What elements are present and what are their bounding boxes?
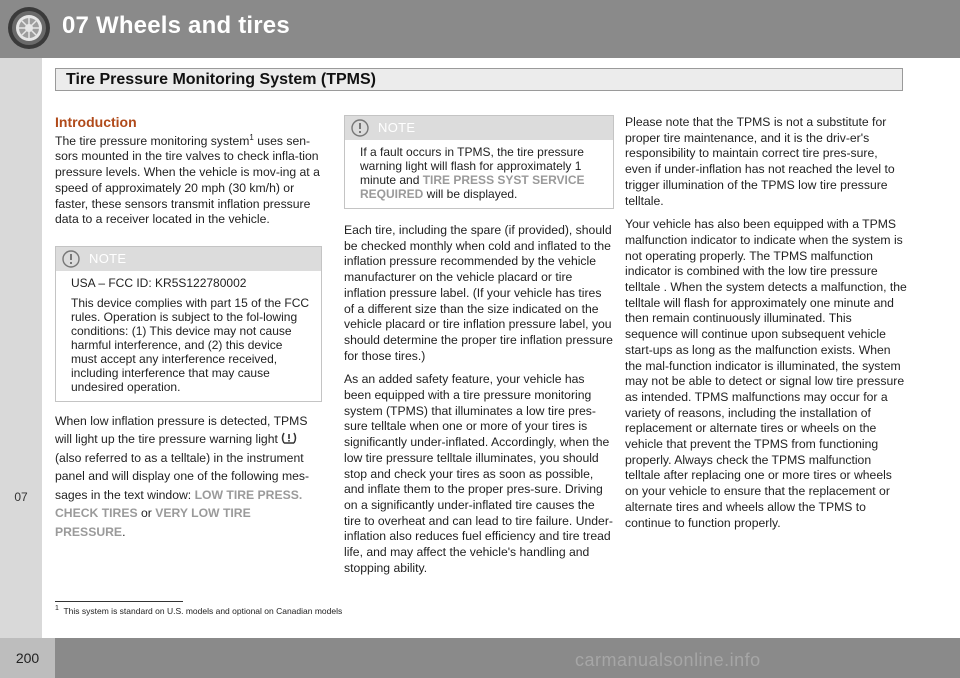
note-label: NOTE	[378, 120, 416, 135]
fcc-note-box	[55, 246, 322, 402]
fcc-compliance-text: This device complies with part 15 of the FCC rules. Operation is subject to the fol-lowing conditions: (1) This device may not cause harmful interference, and (2) this device must accept any interference received, including interference that may cause undesired operation.	[71, 295, 310, 394]
note-header	[345, 116, 613, 140]
column-1	[55, 115, 322, 549]
chapter-title: 07 Wheels and tires	[62, 12, 290, 39]
page-footer	[0, 638, 960, 678]
fault-note-box	[344, 115, 614, 209]
footnote-divider	[55, 601, 183, 602]
side-tab-chapter-number: 07	[14, 490, 28, 504]
column-2	[344, 115, 614, 584]
tire-pressure-warning-icon	[281, 431, 297, 445]
maintenance-paragraph: Please note that the TPMS is not a substitute for proper tire maintenance, and it is the driv-er's responsibility to maintain correct tire pres-sure, even if under-inflation has not reached the level to trigger illumination of the TPMS low tire pressure telltale.	[625, 115, 895, 208]
column-3	[625, 115, 907, 539]
page-number: 200	[15, 650, 40, 666]
footnote-ref: 1	[249, 132, 254, 142]
footnote: $^1$ This system is standard on U.S. models and optional on Canadian models	[55, 605, 343, 616]
section-header	[55, 68, 903, 91]
note-header	[56, 247, 321, 271]
safety-feature-paragraph: As an added safety feature, your vehicle has been equipped with a tire pressure monitoring system (TPMS) that illuminates a low tire pres-sure telltale when one or more of your tires is significantly under-inflated. Accordingly, when the low tire pressure telltale illuminates, you should stop and check your tires as soon as possible, and inflate them to the proper pres-sure. Driving on a significantly under-inflated tire causes the tire to overheat and can lead to tire failure. Under-inflation also reduces fuel efficiency and tire tread life, and may affect the vehicle's handling and stopping ability.	[344, 372, 613, 575]
note-body	[56, 271, 321, 401]
fault-note-text: If a fault occurs in TPMS, the tire pressure warning light will flash for approximately 1 minute and TIRE PRESS SYST SERVICE REQUIRED will be displayed.	[360, 145, 585, 201]
info-icon	[62, 250, 80, 268]
message-low-tire-press: LOW TIRE PRESS. CHECK TIRES	[55, 487, 303, 521]
message-tire-press-syst-service: TIRE PRESS SYST SERVICE REQUIRED	[360, 173, 585, 201]
monthly-check-paragraph: Each tire, including the spare (if provided), should be checked monthly when cold and inflated to the inflation pressure recommended by the vehicle manufacturer on the vehicle placard or tire inflation pressure label. (If your vehicle has tires of a different size than the size indicated on the vehicle placard or tire inflation pressure label, you should determine the proper tire inflation pressure for those tires.)	[344, 223, 613, 363]
note-label: NOTE	[89, 250, 127, 266]
warning-paragraph: When low inflation pressure is detected, TPMS will light up the tire pressure warning light (also referred to as a telltale) in the instrument panel and will display one of the following mes-sages in the text window: LOW TIRE PRESS. CHECK TIRES or VERY LOW TIRE PRESSURE.	[55, 413, 310, 539]
introduction-heading: Introduction	[55, 114, 137, 130]
tire-icon	[6, 5, 52, 51]
info-icon	[351, 119, 369, 137]
watermark: carmanualsonline.info	[575, 650, 761, 670]
message-very-low-tire-pressure: VERY LOW TIRE PRESSURE	[55, 506, 251, 539]
chapter-header	[0, 0, 960, 58]
chapter-side-tab	[0, 58, 42, 638]
fcc-id: USA – FCC ID: KR5S122780002	[71, 275, 247, 290]
page-number-box	[0, 638, 55, 678]
intro-paragraph: The tire pressure monitoring system$^1$ uses sen-sors mounted in the tire valves to check infla-tion pressure levels. When the vehicle is mov-ing at a speed of approximately 20 mph (30 km/h) or faster, these sensors transmit inflation pressure data to a receiver located in the vehicle.	[55, 132, 320, 227]
section-title: Tire Pressure Monitoring System (TPMS)	[66, 71, 376, 88]
malfunction-indicator-paragraph: Your vehicle has also been equipped with a TPMS malfunction indicator to indicate when the system is not operating properly. The TPMS malfunction indicator is combined with the low tire pressure telltale . When the system detects a malfunction, the telltale will flash for approximately one minute and then remain continuously illuminated. This sequence will continue upon subsequent vehicle start-ups as long as the malfunction exists. When the mal-function indicator is illuminated, the system may not be able to detect or signal low tire pressure as intended. TPMS malfunctions may occur for a variety of reasons, including the installation of replacement or alternate tires or wheels on the vehicle that prevent the TPMS from functioning properly. Always check the TPMS malfunction telltale after replacing one or more tires or wheels on your vehicle to ensure that the replacement or alternate tires and wheels allow the TPMS to continue to function properly.	[625, 217, 907, 530]
note-body	[345, 140, 613, 208]
